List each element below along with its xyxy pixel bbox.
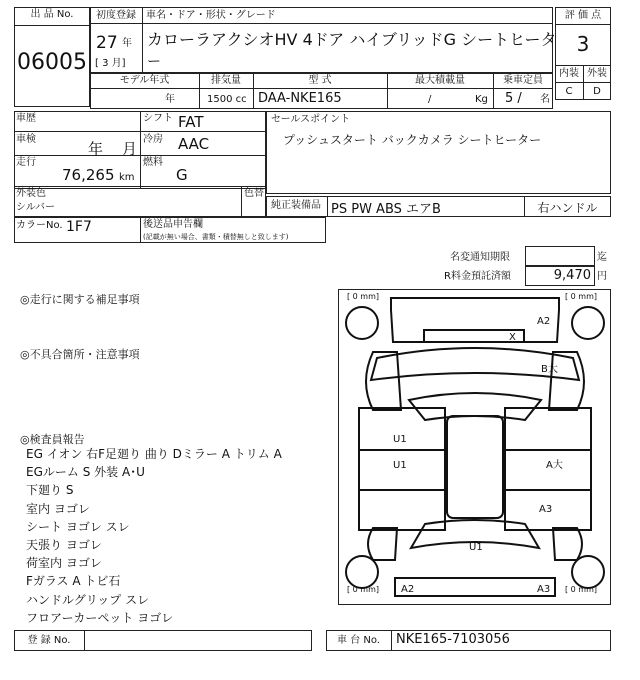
tire-front-left bbox=[346, 307, 378, 339]
tire-depth-tr: [ 0 mm] bbox=[565, 292, 598, 301]
recycle-label: R料金預託済額 bbox=[444, 271, 511, 282]
inspection-label: 車検 bbox=[16, 134, 36, 145]
first-reg-label: 初度登録 bbox=[96, 10, 136, 21]
capacity: 5 / bbox=[505, 91, 522, 106]
fuel-value: G bbox=[176, 166, 188, 184]
fuel-label: 燃料 bbox=[143, 157, 163, 168]
mileage-label: 走行 bbox=[16, 157, 36, 168]
grade-label: 評 価 点 bbox=[564, 10, 602, 21]
tire-depth-tl: [ 0 mm] bbox=[347, 292, 380, 301]
displacement: 1500 cc bbox=[207, 94, 247, 105]
exterior-grade: D bbox=[593, 86, 601, 97]
report-line: シート ヨゴレ スレ bbox=[26, 519, 130, 534]
max-load-unit: Kg bbox=[475, 94, 488, 105]
color-no-label: カラーNo. bbox=[16, 220, 63, 231]
capacity-label: 乗車定員 bbox=[503, 75, 543, 86]
reg-year-unit: 年 bbox=[122, 38, 132, 49]
report-line: 下廻り S bbox=[26, 483, 74, 498]
color-change-label: 色替 bbox=[244, 188, 264, 199]
steering-value: 右ハンドル bbox=[537, 201, 598, 215]
model-code: DAA-NKE165 bbox=[258, 91, 342, 106]
rear-bumper bbox=[395, 578, 555, 596]
docs-note: (記載が無い場合、書類・積替無しと致します) bbox=[143, 233, 289, 241]
sales-point-text: プッシュスタート バックカメラ シートヒーター bbox=[283, 133, 542, 147]
chassis-number: NKE165-7103056 bbox=[396, 632, 510, 647]
car-name-cont: ー bbox=[147, 54, 161, 70]
front-fender-right bbox=[549, 352, 584, 410]
max-load: / bbox=[428, 94, 432, 105]
tire-front-right bbox=[572, 307, 604, 339]
history-label: 車歴 bbox=[16, 113, 36, 124]
tire-depth-br: [ 0 mm] bbox=[565, 585, 598, 594]
roof bbox=[447, 416, 503, 518]
report-line: フロアーカーペット ヨゴレ bbox=[26, 610, 174, 625]
mark-left-front-door: U1 bbox=[393, 434, 407, 445]
inspection-month: 月 bbox=[122, 140, 138, 158]
max-load-label: 最大積載量 bbox=[415, 75, 465, 86]
docs-label: 後送品申告欄 bbox=[143, 219, 203, 230]
exterior-label: 外装 bbox=[587, 68, 607, 79]
shift-label: シフト bbox=[143, 113, 173, 124]
defects-title: ◎不具合箇所・注意事項 bbox=[20, 348, 140, 361]
rear-fender-right bbox=[553, 528, 582, 560]
tire-depth-bl: [ 0 mm] bbox=[347, 585, 380, 594]
mark-rear-bumper-right: A3 bbox=[537, 584, 551, 595]
recycle-unit: 円 bbox=[597, 271, 607, 282]
mileage-value: 76,265 bbox=[62, 166, 115, 184]
report-line: EGルーム S 外装 A･U bbox=[26, 465, 145, 480]
registration-label: 登 録 No. bbox=[27, 635, 71, 646]
reg-month: [ 3 月] bbox=[95, 58, 126, 69]
chassis-label: 車 台 No. bbox=[337, 635, 380, 646]
interior-label: 内装 bbox=[559, 68, 579, 79]
recycle-value: 9,470 bbox=[553, 268, 591, 283]
mark-right-quarter: A3 bbox=[539, 504, 553, 515]
overall-grade: 3 bbox=[576, 32, 590, 56]
inspector-report-lines bbox=[26, 445, 282, 627]
report-line: ハンドルグリップ スレ bbox=[26, 592, 150, 607]
sales-point-title: セールスポイント bbox=[271, 114, 351, 125]
lot-label: 出 品 No. bbox=[30, 9, 74, 20]
front-bumper bbox=[391, 298, 559, 342]
interior-grade: C bbox=[565, 86, 573, 97]
notice-unit: 迄 bbox=[597, 252, 607, 263]
model-year-label: モデル年式 bbox=[119, 75, 170, 86]
report-line: 室内 ヨゴレ bbox=[26, 501, 90, 516]
mark-front-bumper: A2 bbox=[537, 316, 551, 327]
damage-diagram bbox=[338, 289, 611, 605]
displacement-label: 排気量 bbox=[211, 75, 241, 86]
equipment-label: 純正装備品 bbox=[271, 200, 321, 211]
model-year-unit: 年 bbox=[165, 94, 175, 105]
report-line: Fガラス A トビ石 bbox=[26, 574, 121, 589]
mark-grille: X bbox=[509, 332, 516, 343]
driving-notes-title: ◎走行に関する補足事項 bbox=[20, 293, 140, 306]
inspector-report-title: ◎検査員報告 bbox=[20, 433, 85, 446]
inspection-year: 年 bbox=[88, 140, 104, 158]
mark-left-rear-door: U1 bbox=[393, 460, 407, 471]
ac-label: 冷房 bbox=[143, 134, 163, 145]
report-line: EG イオン 右F足廻り 曲り Dミラー A トリム A bbox=[26, 447, 282, 461]
report-line: 荷室内 ヨゴレ bbox=[26, 556, 102, 571]
color-label: 外装色 bbox=[16, 188, 46, 199]
ac-value: AAC bbox=[178, 135, 210, 153]
color-value: シルバー bbox=[16, 202, 56, 213]
car-name: カローラアクシオHV 4ドア ハイブリッドG シートヒータ bbox=[147, 30, 557, 49]
mark-trunk: U1 bbox=[469, 542, 483, 553]
mark-right-door: A大 bbox=[546, 460, 563, 471]
mark-rear-bumper-left: A2 bbox=[401, 584, 415, 595]
type-label: 型 式 bbox=[308, 75, 332, 86]
front-fender-left bbox=[366, 352, 401, 410]
mileage-unit: km bbox=[119, 172, 135, 183]
equipment-items: PS PW ABS エアB bbox=[331, 202, 441, 217]
capacity-unit: 名 bbox=[540, 94, 550, 105]
lot-number: 06005 bbox=[17, 50, 87, 75]
notice-label: 名変通知期限 bbox=[450, 252, 510, 263]
car-name-label: 車名・ドア・形状・グレード bbox=[146, 10, 276, 21]
mark-right-fender: B大 bbox=[541, 364, 558, 375]
color-no-value: 1F7 bbox=[66, 219, 92, 235]
rear-fender-left bbox=[368, 528, 397, 560]
reg-year: 27 bbox=[96, 33, 118, 53]
shift-value: FAT bbox=[178, 113, 204, 131]
notice-value-box bbox=[525, 246, 595, 266]
report-line: 天張り ヨゴレ bbox=[26, 538, 102, 553]
car-outline-drawing bbox=[339, 290, 610, 604]
